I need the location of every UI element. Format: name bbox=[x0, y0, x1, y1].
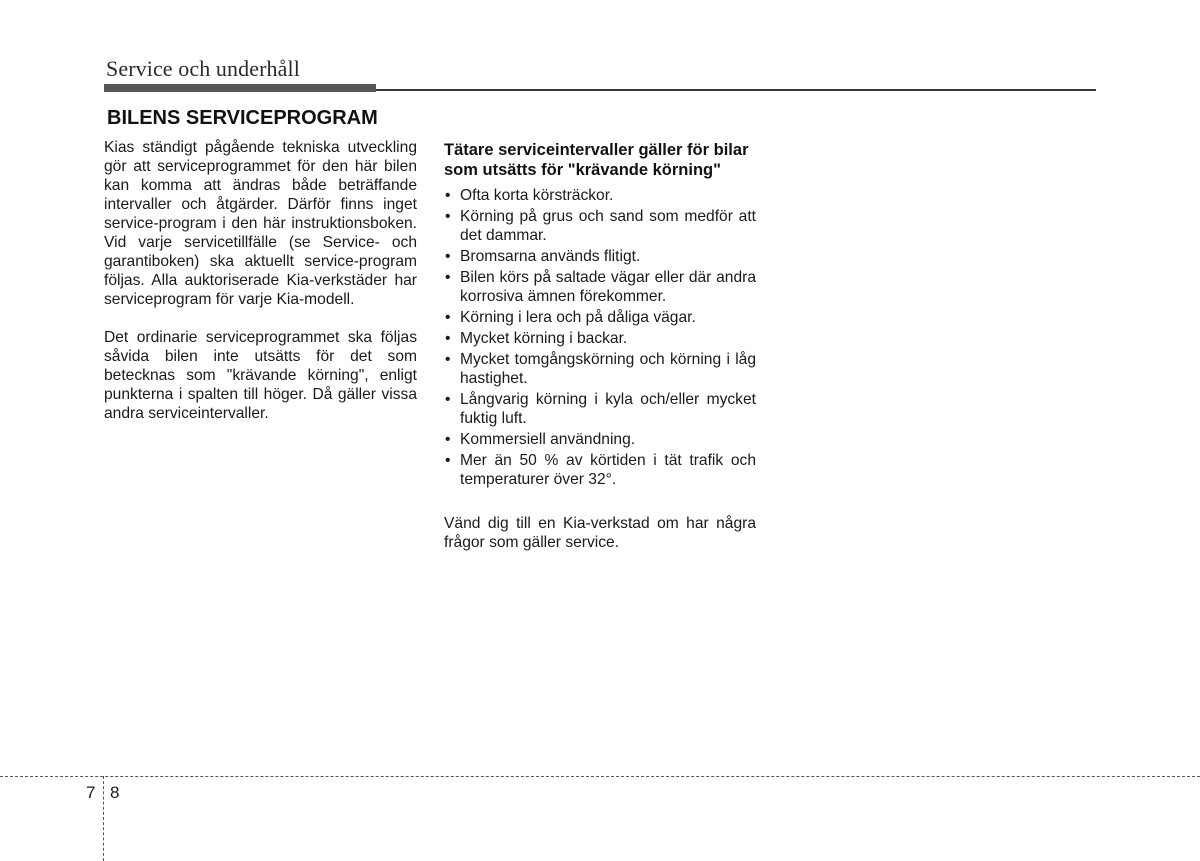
footer-dashed-rule bbox=[0, 776, 1200, 777]
list-item bbox=[444, 329, 756, 348]
list-item bbox=[444, 247, 756, 266]
section-heading: BILENS SERVICEPROGRAM bbox=[107, 107, 378, 129]
bullet-icon: • bbox=[445, 309, 451, 326]
list-item-text: Körning i lera och på dåliga vägar. bbox=[460, 309, 696, 326]
list-item bbox=[444, 207, 756, 245]
list-item bbox=[444, 451, 756, 489]
bullet-icon: • bbox=[445, 391, 451, 408]
bullet-icon: • bbox=[445, 452, 451, 469]
list-item-text: Mycket körning i backar. bbox=[460, 330, 628, 347]
list-item-text: Bilen körs på saltade vägar eller där andra korrosiva ämnen förekommer. bbox=[460, 269, 756, 305]
list-item-text: Mer än 50 % av körtiden i tät trafik och temperaturer över 32°. bbox=[460, 452, 756, 488]
chapter-number: 7 bbox=[86, 783, 96, 802]
closing-paragraph: Vänd dig till en Kia-verkstad om har några frågor som gäller service. bbox=[444, 515, 756, 551]
list-item bbox=[444, 268, 756, 306]
bullet-icon: • bbox=[445, 248, 451, 265]
list-item-text: Långvarig körning i kyla och/eller mycket fuktig luft. bbox=[460, 391, 756, 427]
list-item-text: Körning på grus och sand som medför att det dammar. bbox=[460, 208, 756, 244]
header-thin-rule bbox=[376, 89, 1096, 91]
list-item-text: Kommersiell användning. bbox=[460, 431, 636, 448]
list-item-text: Ofta korta körsträckor. bbox=[460, 187, 614, 204]
header-thick-rule bbox=[104, 84, 376, 92]
severe-driving-heading: Tätare serviceintervaller gäller för bilar som utsätts för "krävande körning" bbox=[444, 141, 749, 179]
list-item bbox=[444, 430, 756, 449]
bullet-icon: • bbox=[445, 330, 451, 347]
right-column bbox=[444, 141, 756, 552]
footer-vertical-rule bbox=[103, 776, 104, 861]
bullet-icon: • bbox=[445, 187, 451, 204]
list-item-text: Mycket tomgångskörning och körning i låg hastighet. bbox=[460, 351, 756, 387]
list-item-text: Bromsarna används flitigt. bbox=[460, 248, 641, 265]
left-column bbox=[104, 138, 417, 423]
severe-driving-list bbox=[444, 186, 756, 489]
bullet-icon: • bbox=[445, 351, 451, 368]
list-item bbox=[444, 390, 756, 428]
bullet-icon: • bbox=[445, 431, 451, 448]
page-number: 8 bbox=[110, 783, 120, 802]
ordinary-program-paragraph: Det ordinarie serviceprogrammet ska följas såvida bilen inte utsätts för det som betecknas som "krävande körning", enligt punkterna i spalten till höger. Då gäller vissa andra serviceintervaller. bbox=[104, 329, 417, 422]
page-header-title: Service och underhåll bbox=[106, 56, 300, 81]
bullet-icon: • bbox=[445, 208, 451, 225]
list-item bbox=[444, 350, 756, 388]
list-item bbox=[444, 308, 756, 327]
list-item bbox=[444, 186, 756, 205]
intro-paragraph: Kias ständigt pågående tekniska utveckling gör att serviceprogrammet för den här bilen kan komma att ändras både beträffande intervaller och åtgärder. Därför finns inget service-program i den här instruktionsboken. Vid varje servicetillfälle (se Service- och garantiboken) ska aktuellt service-program följas. Alla auktoriserade Kia-verkstäder har serviceprogram för varje Kia-modell. bbox=[104, 139, 417, 308]
bullet-icon: • bbox=[445, 269, 451, 286]
